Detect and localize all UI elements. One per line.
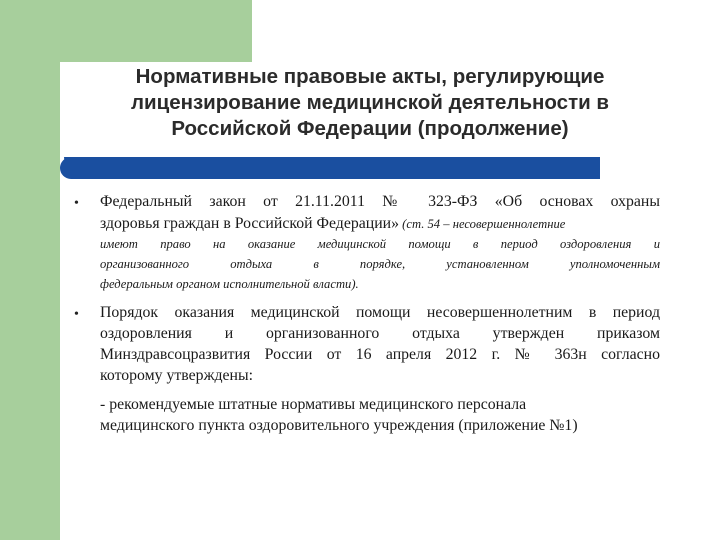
item2-line3-text: Минздравсоцразвития России от 16 апреля 2012 г. № 363н согласно (100, 346, 660, 363)
item1-line4-text: организованного отдыха в порядке, установленном уполномоченным (100, 257, 660, 271)
sub-line2 (100, 415, 660, 437)
item1-line2 (100, 213, 660, 235)
item1-line4 (100, 254, 660, 274)
item2-line4-text: которому утверждены: (100, 367, 253, 384)
item1-line1 (100, 191, 660, 213)
item2-line1 (100, 302, 660, 324)
sub-line1-text: - рекомендуемые штатные нормативы медицинского персонала (100, 396, 527, 413)
title-underline-bar (64, 157, 600, 179)
title-line-2: лицензирование медицинской деятельности в (130, 91, 610, 114)
item1-line1-text: Федеральный закон от 21.11.2011 № 323-ФЗ «Об основах охраны (100, 193, 660, 210)
item1-line3 (100, 234, 660, 254)
item2-line2-text: оздоровления и организованного отдыха утвержден приказом (100, 325, 660, 342)
item2-line1-text: Порядок оказания медицинской помощи несовершеннолетним в период (100, 304, 660, 321)
item2-line3 (100, 344, 660, 366)
sub-line1 (100, 394, 660, 416)
item1-line5 (100, 274, 660, 294)
item1-line2-main: здоровья граждан в Российской Федерации» (100, 215, 400, 232)
green-side-stripe (0, 62, 60, 540)
title-line-3: Российской Федерации (продолжение) (171, 117, 569, 140)
item1-line3-text: имеют право на оказание медицинской помощи в период оздоровления и (100, 237, 660, 251)
bullet-2: • (74, 307, 79, 322)
item2-line4 (100, 365, 660, 387)
bullet-1: • (74, 196, 79, 211)
slide-title (80, 64, 660, 142)
sub-line2-text: медицинского пункта оздоровительного учреждения (приложение №1) (100, 417, 578, 434)
item1-line5-text: федеральным органом исполнительной власти). (100, 277, 359, 291)
item1-line2-italic: (ст. 54 – несовершеннолетние (399, 217, 566, 231)
title-line-1: Нормативные правовые акты, регулирующие (135, 65, 605, 88)
green-header-block (0, 0, 252, 62)
item2-line2 (100, 323, 660, 345)
